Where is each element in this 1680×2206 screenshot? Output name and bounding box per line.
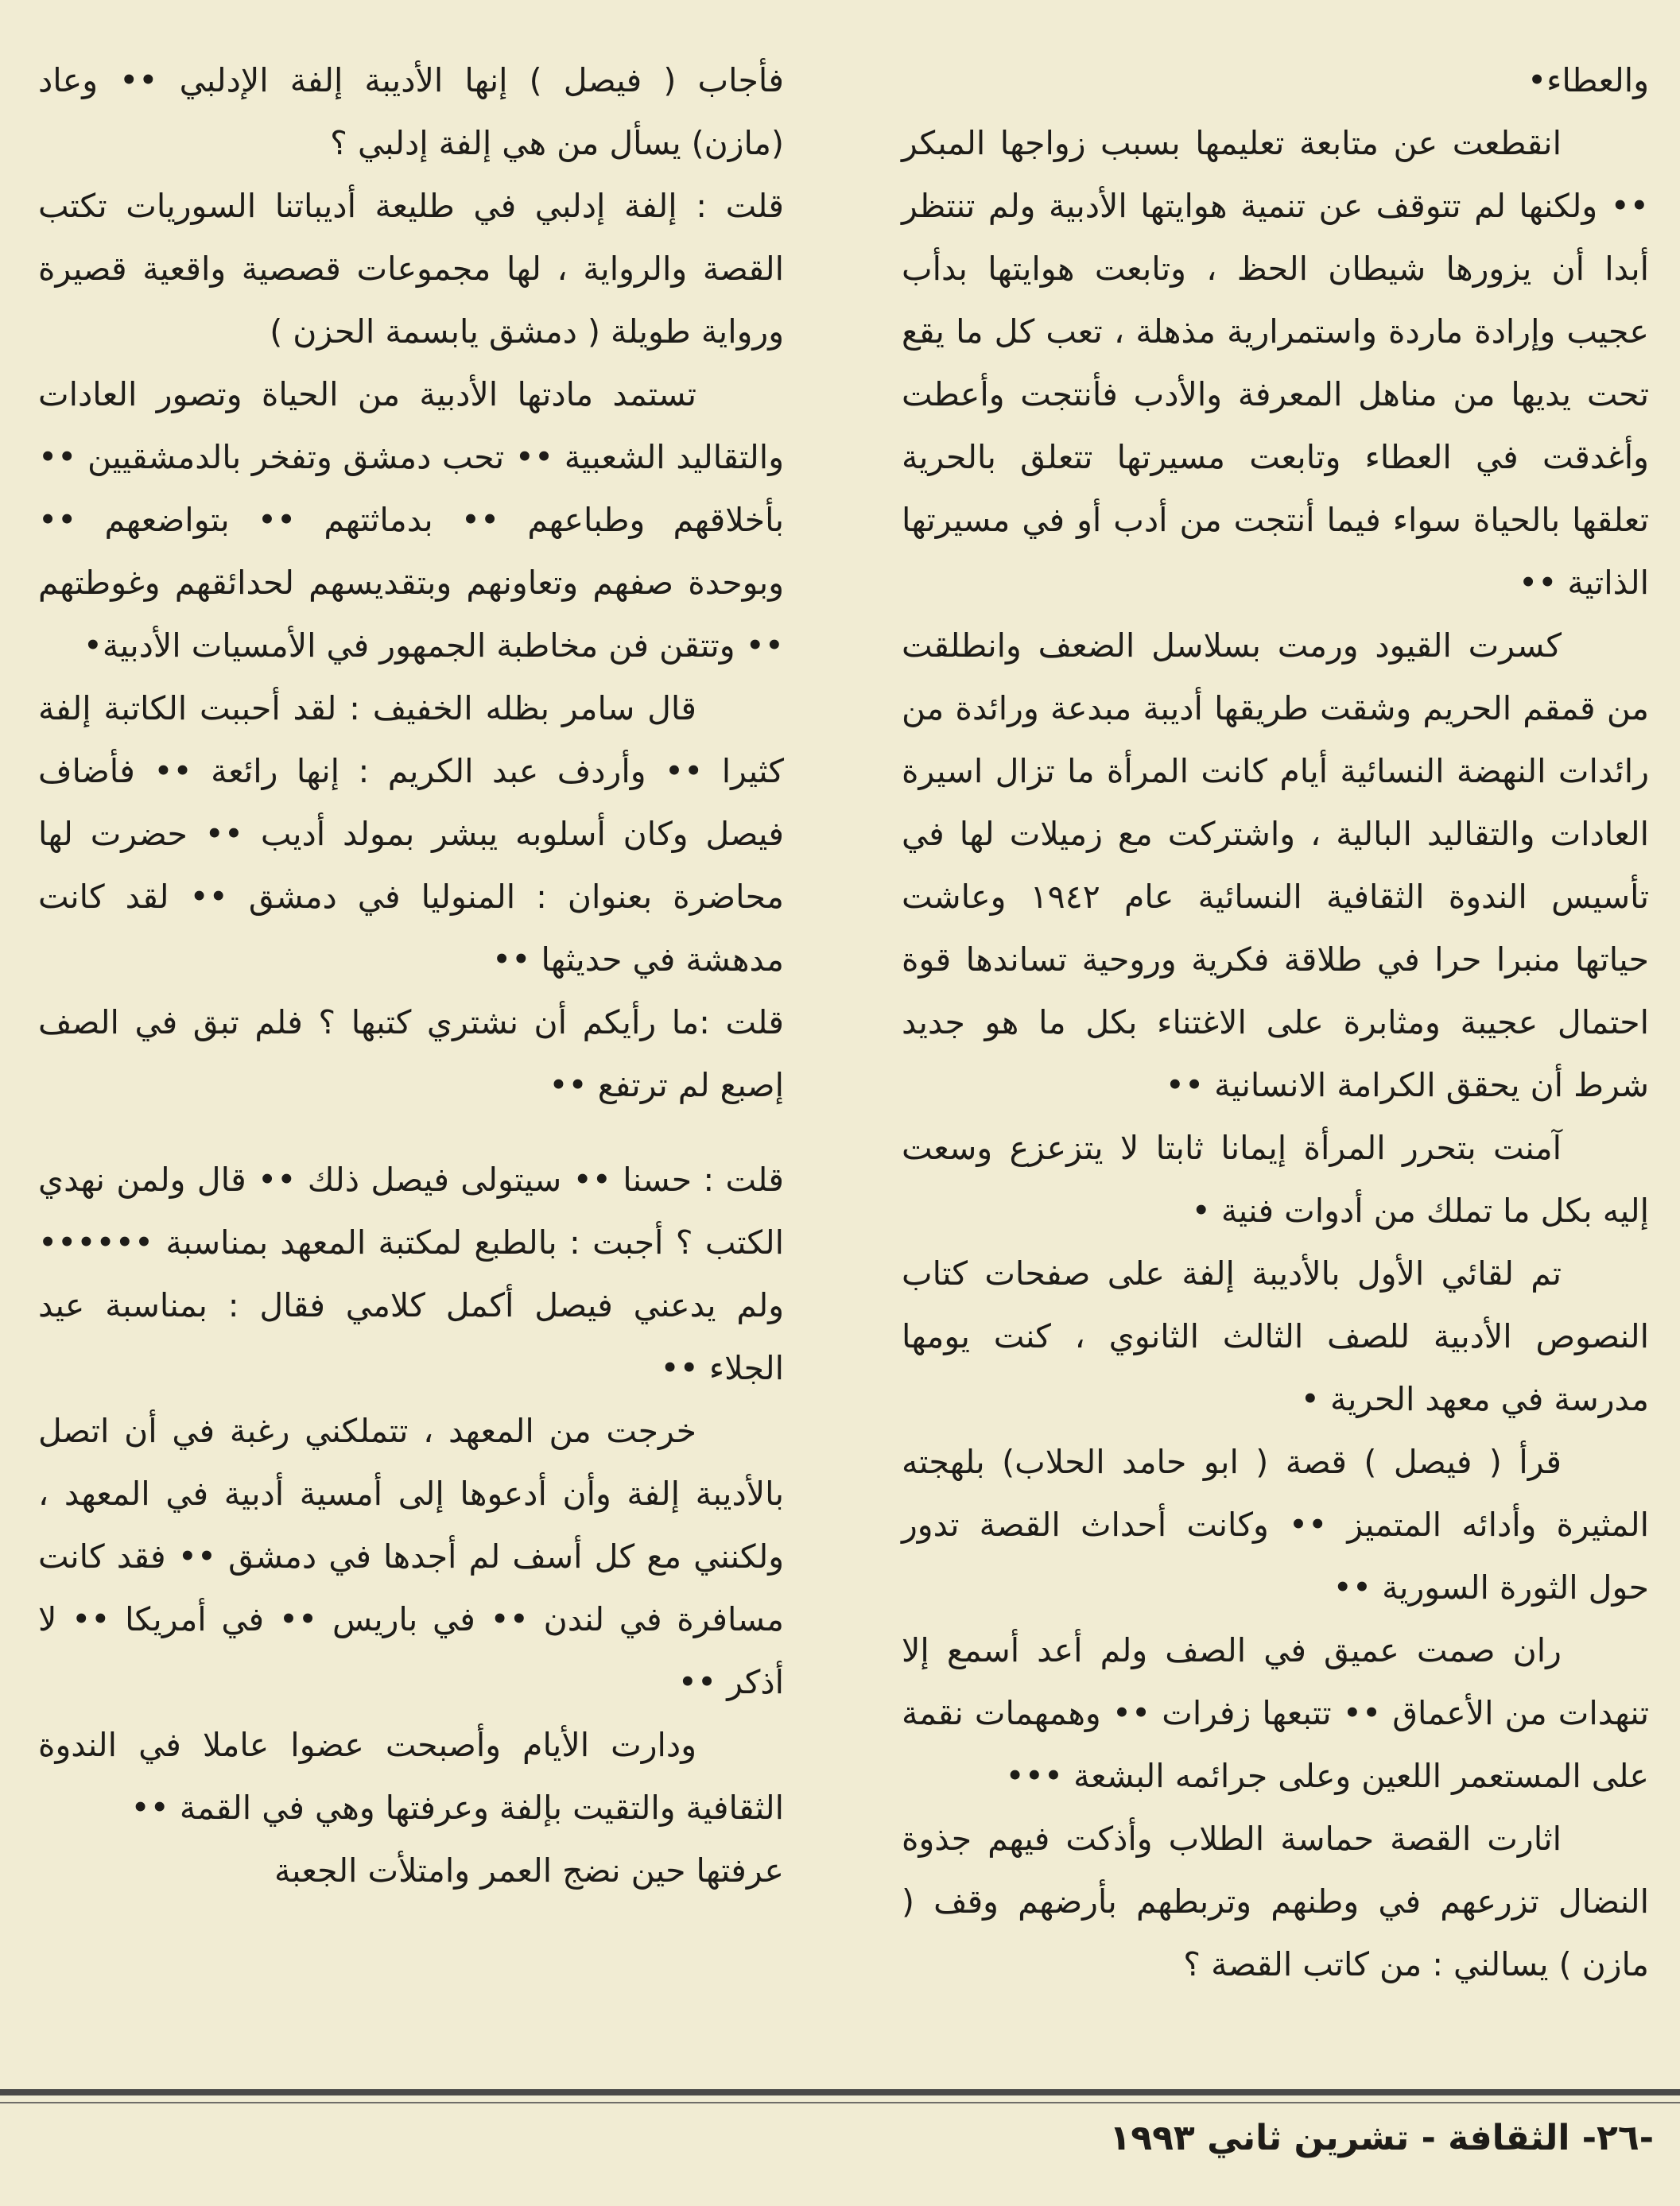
paragraph: قلت : حسنا •• سيتولى فيصل ذلك •• قال ولمن نهدي الكتب ؟ أجبت : بالطبع لمكتبة المعهد بمناسبة •••••• ولم يدعني فيصل أكمل كلامي فقال : بمناسبة عيد الجلاء •• — [38, 1161, 784, 1387]
paragraph: خرجت من المعهد ، تتملكني رغبة في أن اتصل بالأديبة إلفة وأن أدعوها إلى أمسية أدبية في المعهد ، ولكنني مع كل أسف لم أجدها في دمشق •• فقد كانت مسافرة في لندن •• في باريس •• في أمريكا •• لا أذكر •• — [38, 1412, 784, 1701]
paragraph: ودارت الأيام وأصبحت عضوا عاملا في الندوة الثقافية والتقيت بإلفة وعرفتها وهي في القمة •• — [38, 1726, 784, 1827]
footer-rule-thin — [0, 2102, 1680, 2103]
paragraph: والعطاء• — [1527, 61, 1649, 99]
paragraph: قال سامر بظله الخفيف : لقد أحببت الكاتبة إلفة كثيرا •• وأردف عبد الكريم : إنها رائعة •• فأضاف فيصل وكان أسلوبه يبشر بمولد أديب •• حضرت لها محاضرة بعنوان : المنوليا في دمشق •• لقد كانت مدهشة في حديثها •• — [38, 689, 784, 979]
paragraph: فأجاب ( فيصل ) إنها الأديبة إلفة الإدلبي •• وعاد (مازن) يسأل من هي إلفة إدلبي ؟ — [38, 61, 784, 162]
paragraph: كسرت القيود ورمت بسلاسل الضعف وانطلقت من قمقم الحريم وشقت طريقها أديبة مبدعة ورائدة من رائدات النهضة النسائية أيام كانت المرأة ما تزال اسيرة العادات والتقاليد البالية ، واشتركت مع زميلات لها في تأسيس الندوة الثقافية النسائية عام ١٩٤٢ وعاشت حياتها منبرا حرا في طلاقة فكرية وروحية تساندها قوة احتمال عجيبة ومثابرة على الاغتناء بكل ما هو جديد شرط أن يحقق الكرامة الانسانية •• — [902, 626, 1649, 1104]
paragraph: تستمد مادتها الأدبية من الحياة وتصور العادات والتقاليد الشعبية •• تحب دمشق وتفخر بالدمشقيين •• بأخلاقهم وطباعهم •• بدماثتهم •• بتواضعهم •• وبوحدة صفهم وتعاونهم وبتقديسهم لحدائقهم وغوطتهم •• وتتقن فن مخاطبة الجمهور في الأمسيات الأدبية• — [38, 375, 784, 665]
footer-rule — [0, 2089, 1680, 2096]
right-column — [902, 49, 1649, 1996]
paragraph: قرأ ( فيصل ) قصة ( ابو حامد الحلاب) بلهجته المثيرة وأدائه المتميز •• وكانت أحداث القصة تدور حول الثورة السورية •• — [902, 1443, 1649, 1607]
paragraph: اثارت القصة حماسة الطلاب وأذكت فيهم جذوة النضال تزرعهم في وطنهم وتربطهم بأرضهم وقف ( مازن ) يسالني : من كاتب القصة ؟ — [902, 1820, 1649, 1983]
paragraph: ران صمت عميق في الصف ولم أعد أسمع إلا تنهدات من الأعماق •• تتبعها زفرات •• وهمهمات نقمة على المستعمر اللعين وعلى جرائمه البشعة ••• — [902, 1631, 1649, 1795]
paragraph: قلت : إلفة إدلبي في طليعة أديباتنا السوريات تكتب القصة والرواية ، لها مجموعات قصصية واقعية قصيرة ورواية طويلة ( دمشق يابسمة الحزن ) — [38, 187, 784, 351]
left-column — [38, 49, 784, 1902]
page-footer: -٢٦- الثقافة - تشرين ثاني ١٩٩٣ — [1109, 2118, 1654, 2158]
paragraph: قلت :ما رأيكم أن نشتري كتبها ؟ فلم تبق في الصف إصبع لم ترتفع •• — [38, 1003, 784, 1104]
paragraph: انقطعت عن متابعة تعليمها بسبب زواجها المبكر •• ولكنها لم تتوقف عن تنمية هوايتها الأدبية ولم تنتظر أبدا أن يزورها شيطان الحظ ، وتابعت هوايتها بدأب عجيب وإرادة ماردة واستمرارية مذهلة ، تعب كل ما يقع تحت يديها من مناهل المعرفة والأدب فأنتجت وأعطت وأغدقت في العطاء وتابعت مسيرتها تتعلق بالحرية تعلقها بالحياة سواء فيما أنتجت من أدب أو في مسيرتها الذاتية •• — [902, 124, 1649, 602]
paragraph: آمنت بتحرر المرأة إيمانا ثابتا لا يتزعزع وسعت إليه بكل ما تملك من أدوات فنية • — [902, 1129, 1649, 1230]
paragraph: تم لقائي الأول بالأديبة إلفة على صفحات كتاب النصوص الأدبية للصف الثالث الثانوي ، كنت يومها مدرسة في معهد الحرية • — [902, 1254, 1649, 1418]
paragraph: عرفتها حين نضج العمر وامتلأت الجعبة — [274, 1851, 784, 1890]
